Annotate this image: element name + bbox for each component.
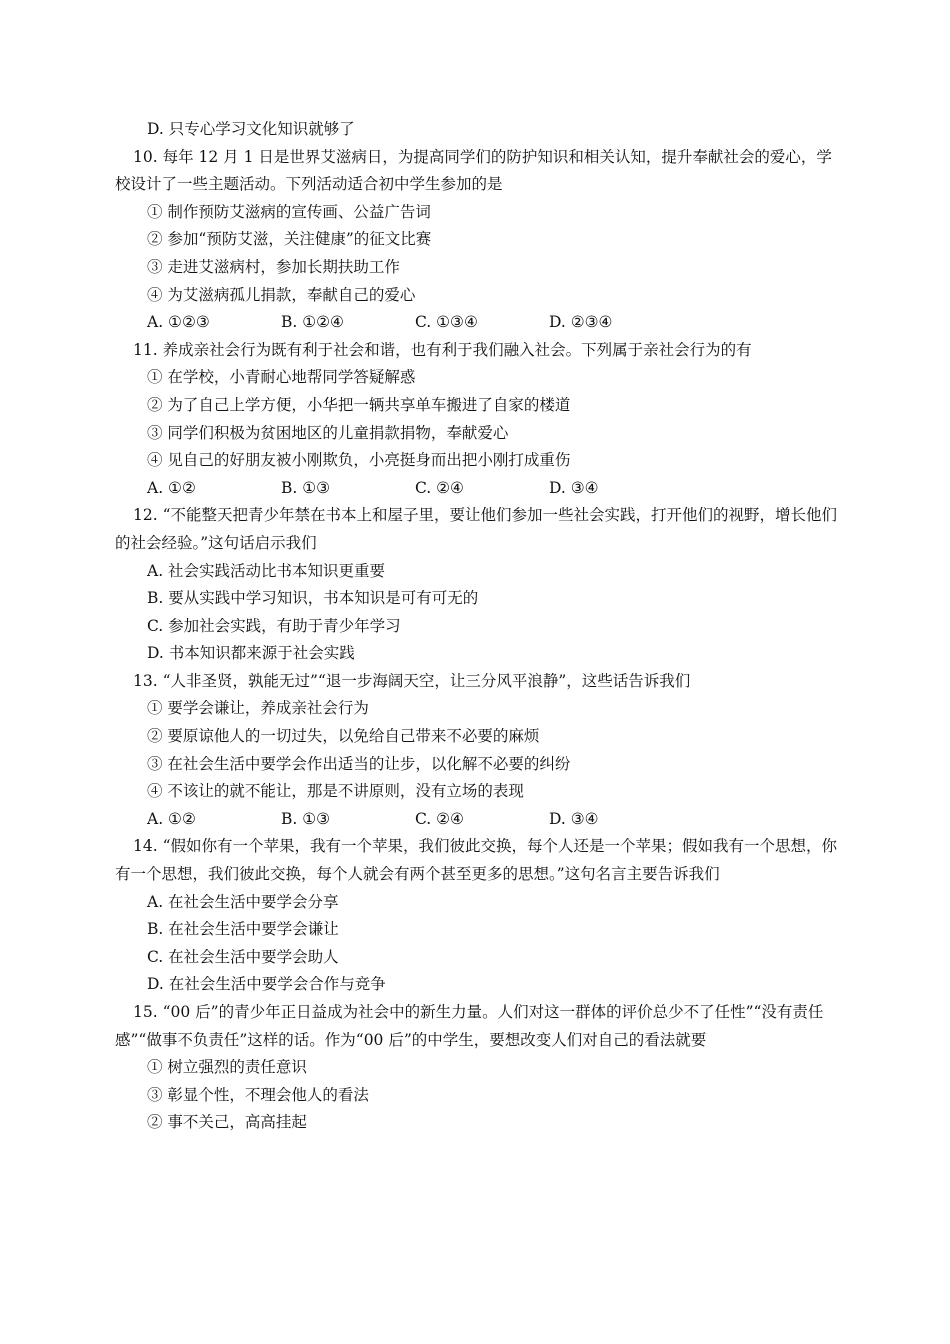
- q14-stem: 14. “假如你有一个苹果，我有一个苹果，我们彼此交换，每个人还是一个苹果；假如我有一个思想，你有一个思想，我们彼此交换，每个人就会有两个甚至更多的思想。”这句名言主要告诉我们: [115, 837, 838, 884]
- q10-item-3: ③ 走进艾滋病村，参加长期扶助工作: [147, 257, 400, 276]
- q12-stem: 12. “不能整天把青少年禁在书本上和屋子里，要让他们参加一些社会实践，打开他们的视野，增长他们的社会经验。”这句话启示我们: [115, 506, 838, 552]
- q11-item-2: ② 为了自己上学方便，小华把一辆共享单车搬进了自家的楼道: [147, 395, 571, 414]
- q13-item-3: ③ 在社会生活中要学会作出适当的让步，以化解不必要的纠纷: [147, 754, 571, 773]
- q10-options: [115, 309, 843, 337]
- q15-item-1: ① 树立强烈的责任意识: [147, 1058, 307, 1077]
- q11-option-c: C. ②④: [415, 478, 464, 497]
- q11-options: [115, 475, 843, 503]
- q13-item-1: ① 要学会谦让，养成亲社会行为: [147, 699, 369, 718]
- q12-choice-c: C. 参加社会实践，有助于青少年学习: [147, 616, 401, 635]
- q14-choice-a: A. 在社会生活中要学会分享: [147, 892, 339, 911]
- q14-choice-d: D. 在社会生活中要学会合作与竞争: [147, 975, 386, 994]
- q10-item-4: ④ 为艾滋病孤儿捐款，奉献自己的爱心: [147, 285, 416, 304]
- q13-option-c: C. ②④: [415, 809, 464, 828]
- q10-item-1: ① 制作预防艾滋病的宣传画、公益广告词: [147, 202, 431, 221]
- q13-option-d: D. ③④: [549, 809, 599, 828]
- q11-option-b: B. ①③: [281, 478, 331, 497]
- q9-option-d: D. 只专心学习文化知识就够了: [147, 120, 355, 138]
- q13-item-4: ④ 不该让的就不能让，那是不讲原则，没有立场的表现: [147, 782, 524, 801]
- q15-item-3: ② 事不关己，高高挂起: [147, 1113, 307, 1132]
- q12-choice-b: B. 要从实践中学习知识，书本知识是可有可无的: [147, 589, 479, 608]
- q14-choice-b: B. 在社会生活中要学会谦让: [147, 920, 339, 939]
- q13-item-2: ② 要原谅他人的一切过失，以免给自己带来不必要的麻烦: [147, 727, 540, 746]
- q11-stem: 11. 养成亲社会行为既有利于社会和谐，也有利于我们融入社会。下列属于亲社会行为的有: [133, 340, 752, 359]
- q10-option-c: C. ①③④: [415, 313, 478, 332]
- q13-stem: 13. “人非圣贤，孰能无过”“退一步海阔天空，让三分风平浪静”，这些话告诉我们: [133, 671, 691, 690]
- q14-choice-c: C. 在社会生活中要学会助人: [147, 947, 339, 966]
- q11-item-3: ③ 同学们积极为贫困地区的儿童捐款捐物，奉献爱心: [147, 423, 509, 442]
- q10-option-d: D. ②③④: [549, 313, 613, 332]
- q11-option-a: A. ①②: [147, 478, 196, 497]
- q10-option-a: A. ①②③: [147, 313, 210, 332]
- q11-item-1: ① 在学校，小青耐心地帮同学答疑解惑: [147, 368, 416, 387]
- q11-option-d: D. ③④: [549, 478, 599, 497]
- q10-item-2: ② 参加“预防艾滋，关注健康”的征文比赛: [147, 230, 432, 249]
- exam-page: [115, 116, 843, 1137]
- q12-choice-a: A. 社会实践活动比书本知识更重要: [147, 561, 386, 580]
- q13-option-b: B. ①③: [281, 809, 331, 828]
- q15-stem: 15. “00 后”的青少年正日益成为社会中的新生力量。人们对这一群体的评价总少不了任性”“没有责任感”“做事不负责任”这样的话。作为“00 后”的中学生，要想改变人们对自己的看法就要: [115, 1003, 824, 1049]
- q10-stem: 10. 每年 12 月 1 日是世界艾滋病日，为提高同学们的防护知识和相关认知，提升奉献社会的爱心，学校设计了一些主题活动。下列活动适合初中学生参加的是: [115, 147, 832, 194]
- q12-choice-d: D. 书本知识都来源于社会实践: [147, 644, 355, 663]
- q13-option-a: A. ①②: [147, 809, 196, 828]
- q10-option-b: B. ①②④: [281, 313, 344, 332]
- q15-item-2: ③ 彰显个性，不理会他人的看法: [147, 1085, 369, 1104]
- q13-options: [115, 806, 843, 834]
- q11-item-4: ④ 见自己的好朋友被小刚欺负，小亮挺身而出把小刚打成重伤: [147, 451, 571, 470]
